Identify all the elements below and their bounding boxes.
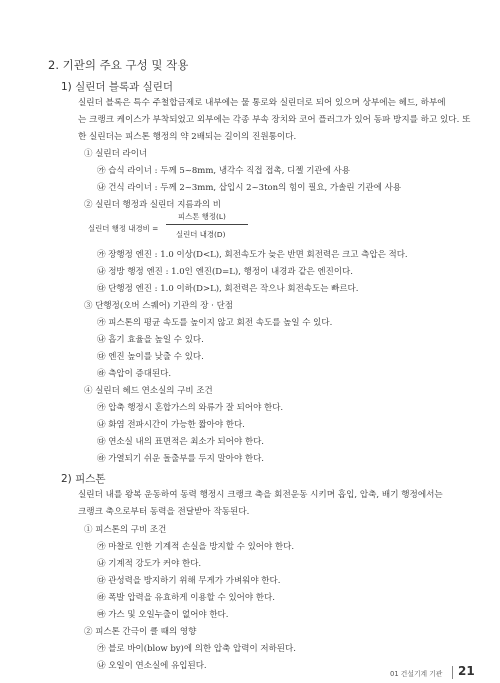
ratio-item-short-stroke: ㉰ 단행정 엔진 : 1.0 이하(D>L), 회전력은 작으나 회전속도는 빠르다. xyxy=(97,284,359,294)
clearance-item-2: ㉯ 오일이 연소실에 유입된다. xyxy=(97,661,207,671)
piston-clearance-heading: ② 피스톤 간극이 클 때의 영향 xyxy=(84,627,197,637)
combustion-item-1: ㉮ 압축 행정시 혼합가스의 와류가 잘 되어야 한다. xyxy=(97,403,284,413)
ratio-item-long-stroke: ㉮ 장행정 엔진 : 1.0 이상(D<L), 회전속도가 늦은 반면 회전력은 크고 측압은 적다. xyxy=(97,250,408,260)
section-title: 2. 기관의 주요 구성 및 작용 xyxy=(48,58,189,72)
combustion-item-3: ㉰ 연소실 내의 표면적은 최소가 되어야 한다. xyxy=(97,437,265,447)
piston-req-item-5: ㉲ 가스 및 오일누출이 없어야 한다. xyxy=(97,610,229,620)
piston-requirements-heading: ① 피스톤의 구비 조건 xyxy=(84,525,167,535)
liner-item-wet: ㉮ 습식 라이너 : 두께 5~8mm, 냉각수 직접 접촉, 디젤 기관에 사용 xyxy=(97,166,350,176)
combustion-item-2: ㉯ 화염 전파시간이 가능한 짧아야 한다. xyxy=(97,420,245,430)
ratio-item-square: ㉯ 정방 행정 엔진 : 1.0인 엔진(D=L), 행정이 내경과 같은 엔진이다. xyxy=(97,267,353,277)
fraction-bar xyxy=(166,224,248,225)
short-stroke-item-3: ㉰ 엔진 높이를 낮출 수 있다. xyxy=(97,352,204,362)
liner-item-dry: ㉯ 건식 라이너 : 두께 2~3mm, 삽입시 2~3ton의 힘이 필요, 가솔린 기관에 사용 xyxy=(97,183,402,193)
formula-numerator: 피스톤 행정(L) xyxy=(178,212,226,221)
subsection-1-paragraph-line-2: 는 크랭크 케이스가 부착되었고 외부에는 각종 부속 장치와 코어 플러그가 있어 동파 방지를 하고 있다. 또 xyxy=(78,115,471,125)
piston-req-item-2: ㉯ 기계적 강도가 커야 한다. xyxy=(97,559,202,569)
subsection-2-title: 2) 피스톤 xyxy=(61,473,106,485)
footer-divider xyxy=(452,666,453,679)
combustion-chamber-heading: ④ 실린더 헤드 연소실의 구비 조건 xyxy=(84,386,213,396)
subsection-1-paragraph-line-1: 실린더 블록은 특수 주철합금제로 내부에는 물 통로와 실린더로 되어 있으며 상부에는 헤드, 하부에 xyxy=(78,98,446,108)
short-stroke-item-1: ㉮ 피스톤의 평균 속도를 높이지 않고 회전 속도를 높일 수 있다. xyxy=(97,318,333,328)
subsection-1-paragraph-line-3: 한 실린더는 피스톤 행정의 약 2배되는 길이의 진원통이다. xyxy=(78,132,297,142)
piston-req-item-1: ㉮ 마찰로 인한 기계적 손실을 방지할 수 있어야 한다. xyxy=(97,542,295,552)
short-stroke-item-4: ㉱ 측압이 증대된다. xyxy=(97,369,172,379)
subsection-2-paragraph-line-1: 실린더 내를 왕복 운동하여 동력 행정시 크랭크 축을 회전운동 시키며 흡입, 압축, 배기 행정에서는 xyxy=(78,490,443,500)
liner-heading: ① 실린더 라이너 xyxy=(84,149,148,159)
short-stroke-heading: ③ 단행정(오버 스퀘어) 기관의 장 · 단점 xyxy=(84,301,234,311)
combustion-item-4: ㉱ 가열되기 쉬운 돌출부를 두지 말아야 한다. xyxy=(97,454,265,464)
piston-req-item-4: ㉱ 폭발 압력을 유효하게 이용할 수 있어야 한다. xyxy=(97,593,275,603)
footer-chapter-label: 01 건설기계 기관 xyxy=(390,670,443,678)
formula-label: 실린더 행정 내경비 = xyxy=(88,224,159,233)
formula-denominator: 실린더 내경(D) xyxy=(176,230,226,239)
piston-req-item-3: ㉰ 관성력을 방지하기 위해 무게가 가벼워야 한다. xyxy=(97,576,281,586)
page-number: 21 xyxy=(458,664,475,678)
clearance-item-1: ㉮ 블로 바이(blow by)에 의한 압축 압력이 저하된다. xyxy=(97,644,296,654)
stroke-bore-ratio-heading: ② 실린더 행정과 실린더 지름과의 비 xyxy=(84,200,221,210)
short-stroke-item-2: ㉯ 흡기 효율을 높일 수 있다. xyxy=(97,335,204,345)
subsection-2-paragraph-line-2: 크랭크 축으로부터 동력을 전달받아 작동된다. xyxy=(78,507,250,517)
subsection-1-title: 1) 실린더 블록과 실린더 xyxy=(61,81,174,93)
